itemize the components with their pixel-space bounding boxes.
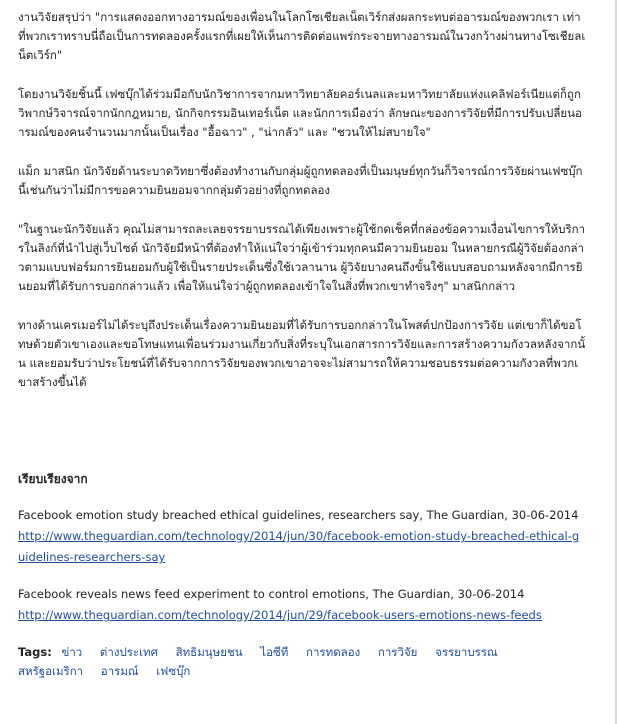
article-paragraph-5: ทางด้านเครเมอร์ไม่ได้ระบุถึงประเด็นเรื่องความยินยอมที่ได้รับการบอกกล่าวในโพสต์ปกป้องการวิจัย แต่เขาก็ได้ขอโทษด้วยตัวเขาเองและขอโทษแทนเพื่อนร่วมงานเกี่ยวกับสิ่งที่ระบุในเอกสารการวิจัยและการสร้างความกังวลหลังจากนั้น และยอมรับว่าประโยชน์ที่ได้รับจากการวิจัยของพวกเขาอาจจะไม่สามารถให้ความชอบธรรมต่อความกังวลที่พวกเขาสร้างขึ้นได้ <box>18 318 586 389</box>
article-paragraph-1: งานวิจัยสรุปว่า "การแสดงออกทางอารมณ์ของเพื่อนในโลกโซเชียลเน็ตเวิร์กส่งผลกระทบต่ออารมณ์ของพวกเรา เท่าที่พวกเราทราบนี่ถือเป็นการทดลองครั้งแรกที่เผยให้เห็นการติดต่อแพร่กระจายทางอารมณ์ในวงกว้างผ่านทางโซเชียลเน็ตเวิร์ก" <box>18 10 586 62</box>
sources-heading: เรียบเรียงจาก <box>18 472 88 486</box>
tag-link[interactable]: จรรยาบรรณ <box>435 645 498 659</box>
article-content <box>18 8 586 681</box>
source-item-1 <box>18 506 586 567</box>
tag-link[interactable]: ไอซีที <box>260 645 289 659</box>
article-paragraph-3: แม็ก มาสนิก นักวิจัยด้านระบาดวิทยาซึ่งต้องทำงานกับกลุ่มผู้ถูกทดลองที่เป็นมนุษย์ทุกวันก็วิจารณ์การวิจัยผ่านเฟซบุ๊กนี้เช่นกันว่าไม่มีการขอความยินยอมจากกลุ่มตัวอย่างที่ถูกทดลอง <box>18 164 583 197</box>
tag-link[interactable]: ต่างประเทศ <box>99 645 158 659</box>
source-item-2 <box>18 585 586 625</box>
source-title: Facebook reveals news feed experiment to control emotions, The Guardian, 30-06-2014 <box>18 587 525 601</box>
tag-link[interactable]: ข่าว <box>61 645 83 659</box>
tags-label: Tags: <box>18 645 52 659</box>
tag-link[interactable]: การวิจัย <box>377 645 418 659</box>
tag-link[interactable]: การทดลอง <box>306 645 361 659</box>
source-link[interactable]: http://www.theguardian.com/technology/2014/jun/29/facebook-users-emotions-news-feeds <box>18 608 542 622</box>
tag-link[interactable]: เฟซบุ๊ก <box>156 664 191 678</box>
source-title: Facebook emotion study breached ethical guidelines, researchers say, The Guardian, 30-06-2014 <box>18 508 579 522</box>
article-paragraph-4: "ในฐานะนักวิจัยแล้ว คุณไม่สามารถละเลยจรรยาบรรณได้เพียงเพราะผู้ใช้กดเช็คที่กล่องข้อความเงื่อนไขการให้บริการในลิงก์ที่นำไปสู่เว็บไซต์ นักวิจัยมีหน้าที่ต้องทำให้แน่ใจว่าผู้เข้าร่วมทุกคนมีความยินยอม ในหลายกรณีผู้วิจัยต้องกล่าวตามแบบฟอร์มการยินยอมกับผู้ใช้เป็นรายประเด็นซึ่งใช้เวลานาน ผู้วิจัยบางคนถึงขั้นใช้แบบสอบถามหลังจากมีการยินยอมที่ได้รับการบอกกล่าวแล้ว เพื่อให้แน่ใจว่าผู้ถูกทดลองเข้าใจในสิ่งที่พวกเขาทำจริงๆ" มาสนิกกล่าว <box>18 222 586 293</box>
tag-link[interactable]: สหรัฐอเมริกา <box>18 664 84 678</box>
source-link[interactable]: http://www.theguardian.com/technology/2014/jun/30/facebook-emotion-study-breached-ethical-guidelines-researchers-say <box>18 529 580 564</box>
tag-link[interactable]: สิทธิมนุษยชน <box>175 645 243 659</box>
tags-section <box>18 643 586 681</box>
tag-link[interactable]: อารมณ์ <box>100 664 139 678</box>
article-paragraph-2: โดยงานวิจัยชิ้นนี้ เฟซบุ๊กได้ร่วมมือกับนักวิชาการจากมหาวิทยาลัยคอร์เนลและมหาวิทยาลัยแห่งแคลิฟอร์เนียแต่ก็ถูกวิพากษ์วิจารณ์จากนักกฎหมาย, นักกิจกรรมอินเทอร์เน็ต และนักการเมืองว่า ลักษณะของการวิจัยที่มีการปรับเปลี่ยนอารมณ์ของคนจำนวนมากนั้นเป็นเรื่อง "อื้อฉาว" , "น่ากลัว" และ "ชวนให้ไม่สบายใจ" <box>18 87 582 139</box>
